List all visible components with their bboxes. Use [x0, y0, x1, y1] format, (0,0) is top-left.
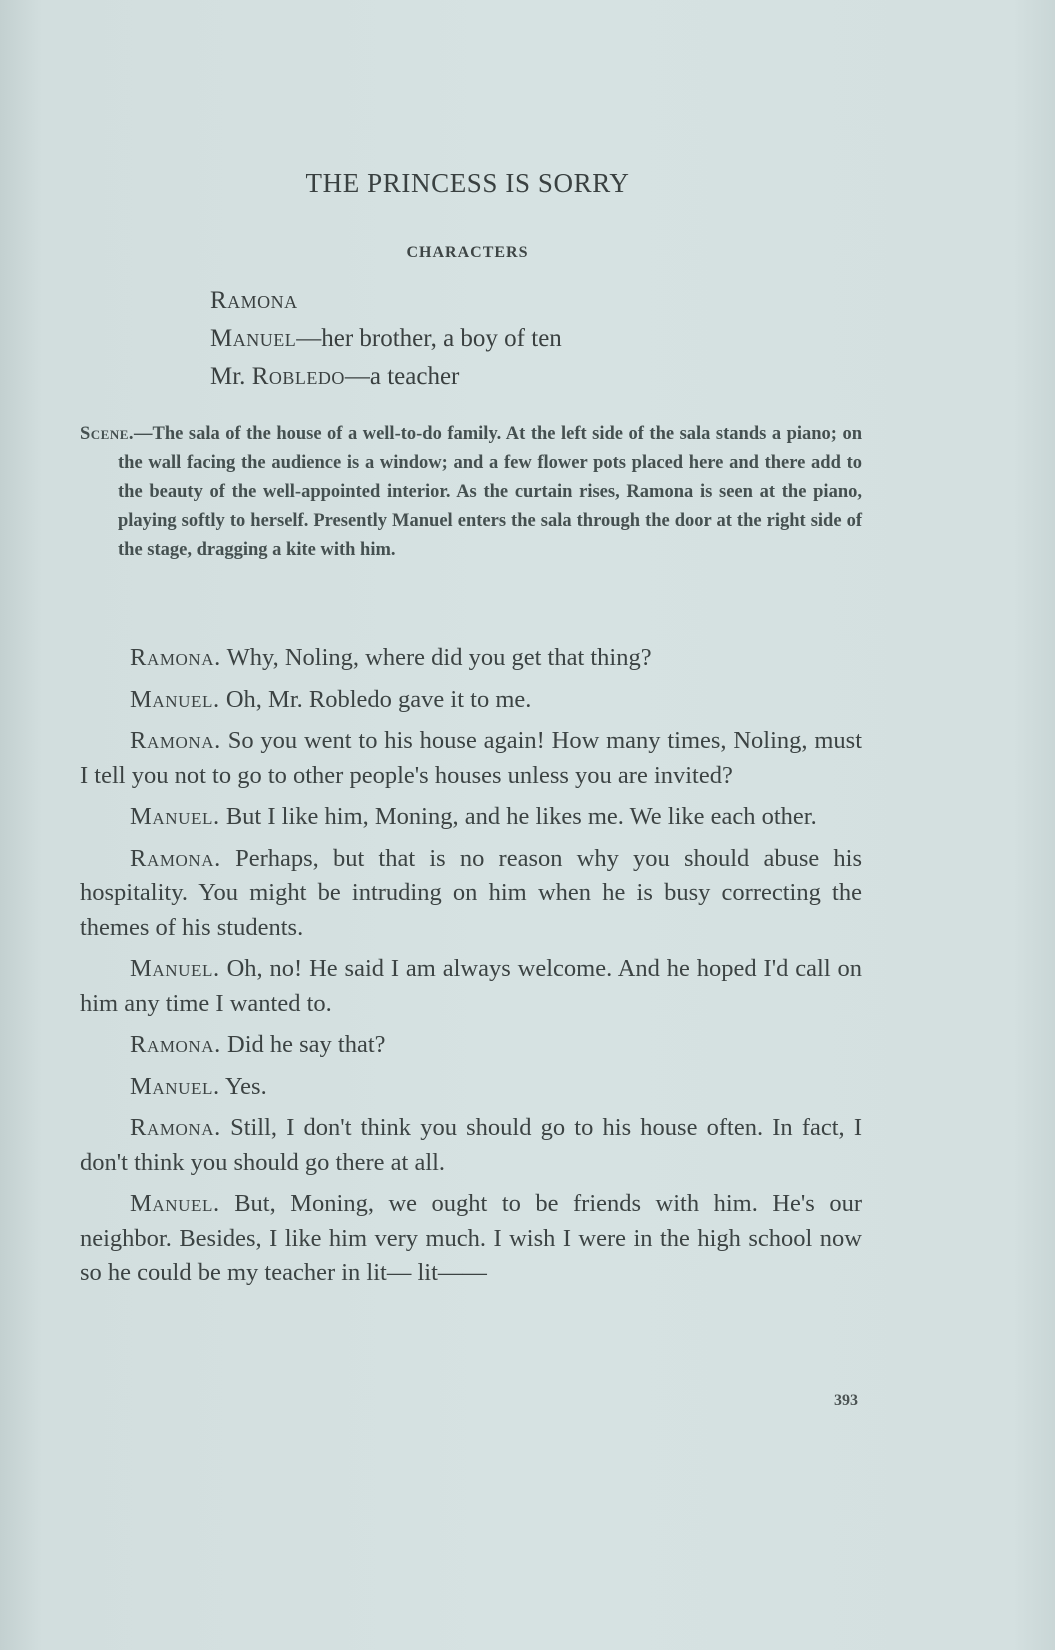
dialogue-line: [80, 724, 862, 793]
dialogue-line: [80, 1028, 862, 1063]
dialogue: [80, 641, 862, 1298]
character-description: —a teacher: [344, 363, 460, 390]
play-title: THE PRINCESS IS SORRY: [305, 168, 630, 198]
character-name-prefix: Mr.: [210, 363, 252, 390]
characters-heading: CHARACTERS: [406, 244, 529, 261]
speaker-name: Ramona.: [130, 727, 221, 754]
character-name: Robledo: [251, 363, 345, 390]
dialogue-line: [80, 1070, 862, 1105]
cast-entry-ramona: [210, 282, 850, 320]
speaker-name: Manuel.: [130, 803, 220, 830]
dialogue-line: [80, 1111, 862, 1180]
cast-entry-robledo: [210, 358, 850, 396]
speech-text: Why, Noling, where did you get that thing?: [226, 644, 652, 671]
speaker-name: Ramona.: [130, 1114, 221, 1141]
dialogue-line: [80, 683, 862, 718]
speech-text: But I like him, Moning, and he likes me. We like each other.: [225, 803, 817, 830]
scene-label: Scene.: [80, 424, 135, 444]
speaker-name: Ramona.: [130, 644, 221, 671]
cast-list: [210, 282, 850, 396]
character-description: —her brother, a boy of ten: [296, 325, 562, 352]
character-name: Manuel: [210, 325, 297, 352]
speaker-name: Manuel.: [130, 1072, 220, 1100]
speech-text: Still, I don't think you should go to his house often. In fact, I don't think you should go there at all.: [80, 1114, 862, 1176]
speech-text: Perhaps, but that is no reason why you should abuse his hospitality. You might be intruding on him when he is busy correcting the themes of his students.: [80, 844, 863, 941]
speaker-name: Manuel.: [130, 955, 220, 982]
dialogue-line: [80, 1187, 862, 1291]
cast-entry-manuel: [210, 320, 850, 358]
dialogue-line: [80, 842, 862, 946]
speech-text: But, Moning, we ought to be friends with him. He's our neighbor. Besides, I like him very much. I wish I were in the high school now so he could be my teacher in lit— lit——: [80, 1190, 862, 1286]
speech-text: Oh, Mr. Robledo gave it to me.: [225, 685, 532, 713]
speaker-name: Ramona.: [130, 1031, 221, 1058]
dialogue-line: [80, 800, 862, 835]
speech-text: Oh, no! He said I am always welcome. And he hoped I'd call on him any time I wanted to.: [80, 955, 863, 1017]
speaker-name: Manuel.: [130, 1190, 220, 1217]
dialogue-line: [80, 952, 862, 1021]
character-name: Ramona: [210, 287, 298, 314]
dialogue-line: [80, 641, 862, 676]
speaker-name: Manuel.: [130, 685, 220, 713]
speech-text: Yes.: [224, 1072, 267, 1100]
scene-description: [80, 420, 862, 565]
speech-text: Did he say that?: [227, 1031, 386, 1058]
page-number: 393: [834, 1392, 858, 1409]
scene-text: —The sala of the house of a well-to-do family. At the left side of the sala stands a piano; on the wall facing the audience is a window; and a few flower pots placed here and there add to the beauty of the well-appointed interior. As the curtain rises, Ramona is seen at the piano, playing softly to herself. Presently Manuel enters the sala through the door at the right side of the stage, dragging a kite with him.: [118, 424, 862, 560]
speech-text: So you went to his house again! How many times, Noling, must I tell you not to go to other people's houses unless you are invited?: [80, 727, 862, 789]
speaker-name: Ramona.: [130, 844, 221, 872]
